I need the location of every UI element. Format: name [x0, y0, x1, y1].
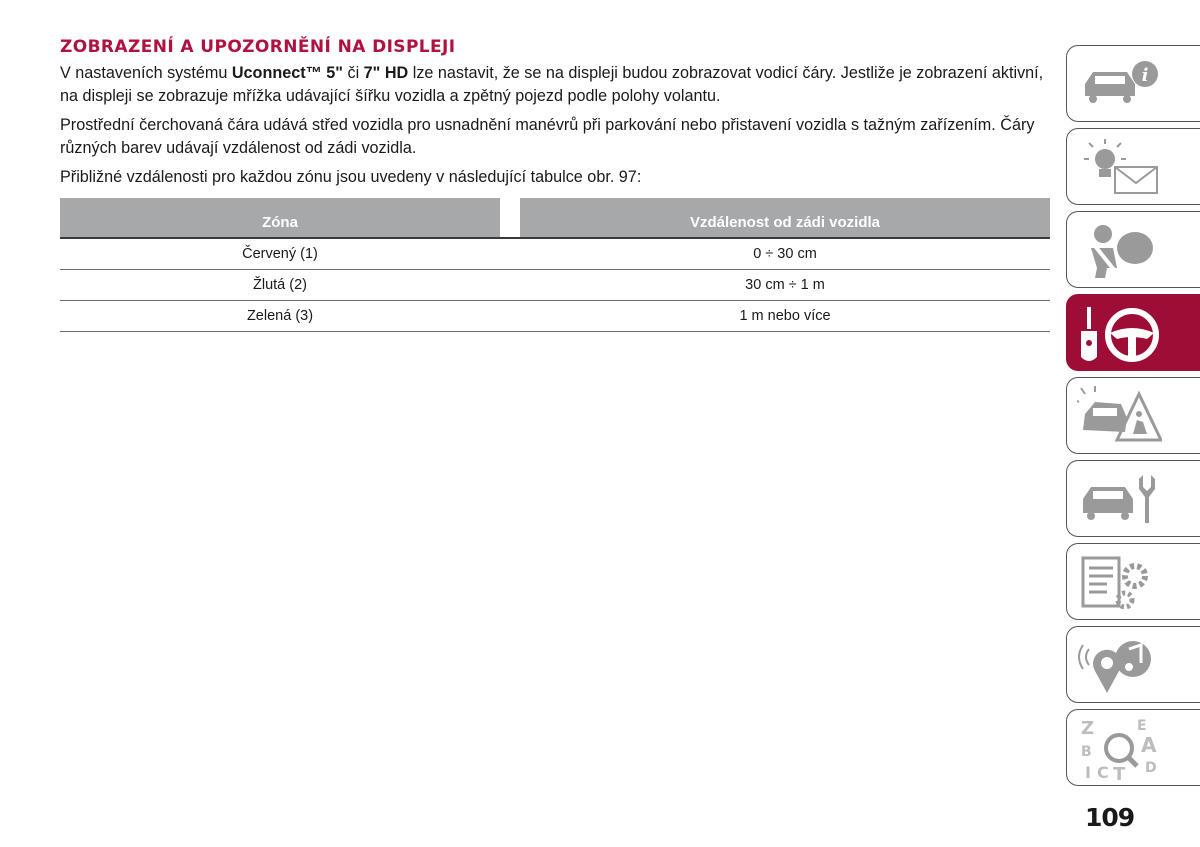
gap-cell [500, 238, 520, 270]
main-content [60, 36, 1050, 195]
section-title: ZOBRAZENÍ A UPOZORNĚNÍ NA DISPLEJI [60, 37, 456, 57]
page-number: 109 [1085, 803, 1135, 832]
index-letter-a: A [1141, 733, 1157, 757]
tab-index[interactable] [1066, 709, 1200, 786]
header-zone: Zóna [60, 198, 500, 238]
index-letter-b: B [1081, 744, 1092, 760]
header-gap [500, 198, 520, 238]
car-info-icon [1077, 52, 1162, 116]
tab-maintenance[interactable] [1066, 460, 1200, 537]
tab-multimedia[interactable] [1066, 626, 1200, 703]
svg-text:i: i [1141, 65, 1149, 86]
tab-warning-lights[interactable] [1066, 128, 1200, 205]
table-row [60, 238, 1050, 270]
index-letter-i: I [1085, 763, 1091, 780]
distance-cell: 1 m nebo více [520, 301, 1050, 332]
car-maintenance-icon [1077, 467, 1162, 531]
zone-cell: Žlutá (2) [60, 270, 500, 301]
zone-cell: Zelená (3) [60, 301, 500, 332]
technical-data-icon [1077, 550, 1162, 614]
multimedia-icon [1077, 633, 1162, 697]
tab-safety[interactable] [1066, 211, 1200, 288]
gap-cell [500, 301, 520, 332]
index-letter-d: D [1145, 760, 1157, 776]
paragraph-1 [60, 62, 1050, 108]
gap-cell [500, 270, 520, 301]
hd-label: 7" HD [363, 64, 409, 82]
tab-car-info[interactable] [1066, 45, 1200, 122]
distance-table [60, 198, 1050, 332]
warning-light-message-icon [1077, 135, 1162, 199]
index-letter-t: T [1113, 764, 1126, 780]
table-row [60, 301, 1050, 332]
tab-starting-driving[interactable] [1066, 294, 1200, 371]
index-letter-z: Z [1081, 718, 1095, 739]
table-row [60, 270, 1050, 301]
para1-text: lze nastavit, že se na displeji budou zobrazovat vodicí čáry. Jestliže je zobrazení aktivní, na displeji se zobrazuje mřížka udávající šířku vozidla a zpětný pojezd podle polohy volantu. [60, 64, 1044, 105]
para1-text: či [342, 64, 364, 82]
index-letter-c: C [1097, 763, 1109, 780]
uconnect-5-label: Uconnect™ 5" [231, 64, 343, 82]
table-header-row [60, 198, 1050, 238]
zone-cell: Červený (1) [60, 238, 500, 270]
para1-text: V nastaveních systému [60, 64, 232, 82]
index-letter-e: E [1137, 718, 1147, 734]
key-steering-wheel-icon [1077, 301, 1162, 365]
distance-cell: 0 ÷ 30 cm [520, 238, 1050, 270]
header-distance: Vzdálenost od zádi vozidla [520, 198, 1050, 238]
tab-emergency[interactable] [1066, 377, 1200, 454]
safety-airbag-icon [1077, 218, 1162, 282]
emergency-crash-icon [1077, 384, 1162, 448]
alphabetical-index-icon [1077, 716, 1162, 780]
paragraph-2: Prostřední čerchovaná čára udává střed vozidla pro usnadnění manévrů při parkování nebo přistavení vozidla s tažným zařízením. Čáry různých barev udávají vzdálenost od zádi vozidla. [60, 116, 1035, 157]
distance-cell: 30 cm ÷ 1 m [520, 270, 1050, 301]
paragraph-3: Přibližné vzdálenosti pro každou zónu jsou uvedeny v následující tabulce obr. 97: [60, 168, 642, 186]
tab-technical-data[interactable] [1066, 543, 1200, 620]
